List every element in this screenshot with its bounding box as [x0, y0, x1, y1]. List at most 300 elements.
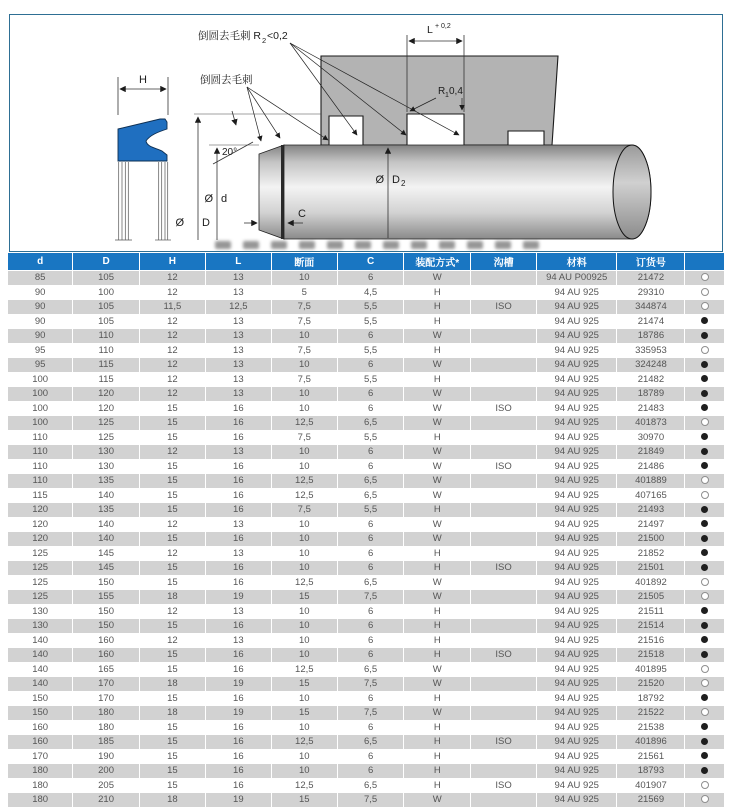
- table-cell: [471, 416, 537, 431]
- table-cell: 170: [8, 749, 73, 764]
- table-cell: 120: [8, 532, 73, 547]
- table-cell: 6,5: [337, 416, 404, 431]
- table-row: [8, 300, 725, 315]
- availability-cell: [685, 300, 725, 315]
- table-row: [8, 662, 725, 677]
- table-cell: 94 AU 925: [537, 459, 617, 474]
- dim-D2-label: D: [392, 174, 400, 186]
- table-cell: 16: [205, 416, 271, 431]
- table-cell: 185: [73, 735, 140, 750]
- table-row: [8, 343, 725, 358]
- table-cell: 15: [139, 459, 205, 474]
- table-cell: 21522: [617, 706, 685, 721]
- availability-cell: [685, 561, 725, 576]
- filled-dot-icon: [701, 564, 708, 571]
- table-cell: 6: [337, 604, 404, 619]
- table-cell: 135: [73, 474, 140, 489]
- shaft-chamfer: [259, 145, 284, 239]
- table-cell: 200: [73, 764, 140, 779]
- table-cell: W: [404, 459, 471, 474]
- table-cell: 6: [337, 633, 404, 648]
- table-cell: 125: [8, 546, 73, 561]
- table-cell: 7,5: [337, 706, 404, 721]
- availability-cell: [685, 662, 725, 677]
- table-cell: 94 AU P00925: [537, 271, 617, 286]
- table-cell: 5,5: [337, 343, 404, 358]
- table-cell: 110: [73, 343, 140, 358]
- table-cell: 12: [139, 271, 205, 286]
- table-cell: 140: [8, 648, 73, 663]
- table-cell: 94 AU 925: [537, 720, 617, 735]
- table-cell: 6: [337, 329, 404, 344]
- table-cell: 10: [271, 271, 337, 286]
- filled-dot-icon: [701, 375, 708, 382]
- availability-cell: [685, 604, 725, 619]
- table-cell: 6: [337, 387, 404, 402]
- table-cell: 160: [8, 735, 73, 750]
- table-cell: 6: [337, 561, 404, 576]
- table-cell: 19: [205, 793, 271, 808]
- table-row: [8, 764, 725, 779]
- table-cell: 110: [8, 474, 73, 489]
- table-cell: 94 AU 925: [537, 546, 617, 561]
- col-header-C: C: [337, 253, 404, 271]
- table-cell: 21483: [617, 401, 685, 416]
- table-cell: 401889: [617, 474, 685, 489]
- table-row: [8, 590, 725, 605]
- availability-cell: [685, 749, 725, 764]
- availability-cell: [685, 706, 725, 721]
- table-body: [8, 271, 725, 808]
- table-cell: 21493: [617, 503, 685, 518]
- table-cell: 12,5: [271, 575, 337, 590]
- table-cell: 6,5: [337, 778, 404, 793]
- table-cell: 6: [337, 459, 404, 474]
- table-row: [8, 735, 725, 750]
- table-cell: 7,5: [271, 430, 337, 445]
- table-cell: 6,5: [337, 735, 404, 750]
- table-cell: 180: [73, 706, 140, 721]
- table-row: [8, 474, 725, 489]
- table-cell: 6: [337, 271, 404, 286]
- callout-deburr-r2: 倒圆去毛刺 R: [198, 30, 261, 42]
- dim-L-label: L: [427, 24, 433, 36]
- table-cell: 90: [8, 300, 73, 315]
- table-cell: H: [404, 633, 471, 648]
- table-cell: 170: [73, 691, 140, 706]
- callout-deburr-r2-sub: 2: [262, 36, 267, 45]
- table-row: [8, 793, 725, 808]
- empty-dot-icon: [701, 708, 709, 716]
- table-cell: 12: [139, 604, 205, 619]
- shaft-end-face: [613, 145, 651, 239]
- table-cell: 10: [271, 517, 337, 532]
- availability-cell: [685, 358, 725, 373]
- table-cell: H: [404, 300, 471, 315]
- dim-D2-sub: 2: [401, 179, 406, 188]
- table-cell: 15: [139, 561, 205, 576]
- table-cell: 12: [139, 387, 205, 402]
- table-cell: H: [404, 764, 471, 779]
- table-cell: 10: [271, 764, 337, 779]
- availability-cell: [685, 271, 725, 286]
- table-cell: 18: [139, 677, 205, 692]
- filled-dot-icon: [701, 317, 708, 324]
- table-cell: 6: [337, 648, 404, 663]
- filled-dot-icon: [701, 520, 708, 527]
- table-cell: 7,5: [271, 300, 337, 315]
- table-cell: [471, 488, 537, 503]
- table-cell: 94 AU 925: [537, 372, 617, 387]
- table-cell: [471, 358, 537, 373]
- table-cell: W: [404, 488, 471, 503]
- table-cell: 16: [205, 648, 271, 663]
- table-cell: W: [404, 532, 471, 547]
- table-cell: 145: [73, 546, 140, 561]
- table-cell: 21501: [617, 561, 685, 576]
- table-cell: 13: [205, 517, 271, 532]
- table-cell: 16: [205, 720, 271, 735]
- table-cell: 13: [205, 314, 271, 329]
- table-cell: [471, 662, 537, 677]
- table-cell: [471, 633, 537, 648]
- table-cell: 6: [337, 401, 404, 416]
- availability-cell: [685, 445, 725, 460]
- table-cell: 21472: [617, 271, 685, 286]
- table-cell: [471, 271, 537, 286]
- table-cell: 155: [73, 590, 140, 605]
- table-cell: 21569: [617, 793, 685, 808]
- table-cell: 150: [8, 691, 73, 706]
- availability-cell: [685, 401, 725, 416]
- table-row: [8, 445, 725, 460]
- table-cell: 94 AU 925: [537, 430, 617, 445]
- table-cell: 6: [337, 546, 404, 561]
- table-cell: 94 AU 925: [537, 691, 617, 706]
- dim-h-label: H: [139, 74, 147, 86]
- table-cell: 10: [271, 561, 337, 576]
- table-row: [8, 401, 725, 416]
- filled-dot-icon: [701, 622, 708, 629]
- table-cell: 120: [73, 387, 140, 402]
- table-cell: 12: [139, 343, 205, 358]
- table-cell: 15: [271, 590, 337, 605]
- table-cell: 15: [139, 416, 205, 431]
- empty-dot-icon: [701, 273, 709, 281]
- empty-dot-icon: [701, 491, 709, 499]
- table-cell: 94 AU 925: [537, 532, 617, 547]
- table-cell: [471, 546, 537, 561]
- table-cell: 160: [73, 648, 140, 663]
- table-cell: 180: [8, 778, 73, 793]
- table-cell: 6: [337, 532, 404, 547]
- table-cell: 21511: [617, 604, 685, 619]
- table-row: [8, 372, 725, 387]
- filled-dot-icon: [701, 694, 708, 701]
- table-cell: 94 AU 925: [537, 633, 617, 648]
- seal-body-lines: [115, 162, 171, 240]
- table-row: [8, 633, 725, 648]
- table-cell: 95: [8, 358, 73, 373]
- table-cell: ISO: [471, 459, 537, 474]
- table-cell: 150: [73, 619, 140, 634]
- table-cell: 7,5: [271, 314, 337, 329]
- empty-dot-icon: [701, 302, 709, 310]
- table-cell: 100: [8, 387, 73, 402]
- availability-cell: [685, 372, 725, 387]
- table-cell: 94 AU 925: [537, 619, 617, 634]
- table-cell: 10: [271, 358, 337, 373]
- table-row: [8, 488, 725, 503]
- empty-dot-icon: [701, 288, 709, 296]
- table-cell: 21505: [617, 590, 685, 605]
- table-cell: H: [404, 691, 471, 706]
- table-cell: 94 AU 925: [537, 735, 617, 750]
- table-cell: 12,5: [271, 662, 337, 677]
- table-cell: [471, 764, 537, 779]
- table-row: [8, 314, 725, 329]
- table-cell: 150: [73, 575, 140, 590]
- table-cell: 12: [139, 445, 205, 460]
- filled-dot-icon: [701, 361, 708, 368]
- table-row: [8, 416, 725, 431]
- col-header-H: H: [139, 253, 205, 271]
- table-cell: 15: [139, 749, 205, 764]
- table-cell: 4,5: [337, 285, 404, 300]
- table-cell: 10: [271, 720, 337, 735]
- table-cell: 90: [8, 285, 73, 300]
- availability-cell: [685, 503, 725, 518]
- table-cell: H: [404, 735, 471, 750]
- table-cell: 165: [73, 662, 140, 677]
- table-cell: 94 AU 925: [537, 488, 617, 503]
- table-cell: 10: [271, 546, 337, 561]
- table-cell: 12: [139, 358, 205, 373]
- table-cell: H: [404, 546, 471, 561]
- table-cell: 15: [139, 575, 205, 590]
- table-cell: [471, 387, 537, 402]
- table-cell: 11,5: [139, 300, 205, 315]
- empty-dot-icon: [701, 476, 709, 484]
- table-cell: 110: [73, 329, 140, 344]
- table-cell: 94 AU 925: [537, 300, 617, 315]
- table-row: [8, 677, 725, 692]
- table-cell: 110: [8, 445, 73, 460]
- col-header-groove: 沟槽: [471, 253, 537, 271]
- table-cell: 21500: [617, 532, 685, 547]
- table-row: [8, 285, 725, 300]
- table-cell: 407165: [617, 488, 685, 503]
- table-cell: 344874: [617, 300, 685, 315]
- table-cell: 95: [8, 343, 73, 358]
- table-cell: 7,5: [271, 372, 337, 387]
- table-cell: W: [404, 706, 471, 721]
- ref-lines: [194, 114, 321, 145]
- filled-dot-icon: [701, 752, 708, 759]
- table-cell: 94 AU 925: [537, 343, 617, 358]
- table-cell: 13: [205, 358, 271, 373]
- table-row: [8, 517, 725, 532]
- table-cell: 140: [73, 488, 140, 503]
- table-cell: 21849: [617, 445, 685, 460]
- table-cell: 16: [205, 459, 271, 474]
- table-cell: [471, 691, 537, 706]
- table-cell: 110: [8, 430, 73, 445]
- technical-drawing-panel: [9, 14, 723, 252]
- availability-cell: [685, 474, 725, 489]
- dim-D2-prefix: Ø: [375, 174, 384, 186]
- table-cell: 13: [205, 285, 271, 300]
- table-cell: 94 AU 925: [537, 314, 617, 329]
- table-cell: 401873: [617, 416, 685, 431]
- table-cell: [471, 372, 537, 387]
- table-cell: 21497: [617, 517, 685, 532]
- table-cell: [471, 329, 537, 344]
- table-cell: 160: [8, 720, 73, 735]
- table-cell: 5,5: [337, 300, 404, 315]
- watermark-strip: [215, 241, 539, 249]
- availability-cell: [685, 546, 725, 561]
- availability-cell: [685, 648, 725, 663]
- table-cell: 15: [139, 648, 205, 663]
- table-cell: 21474: [617, 314, 685, 329]
- table-cell: 170: [73, 677, 140, 692]
- availability-cell: [685, 677, 725, 692]
- table-cell: 18792: [617, 691, 685, 706]
- table-cell: 100: [8, 416, 73, 431]
- table-cell: 15: [139, 474, 205, 489]
- filled-dot-icon: [701, 506, 708, 513]
- table-cell: 94 AU 925: [537, 778, 617, 793]
- table-cell: 15: [139, 619, 205, 634]
- table-cell: H: [404, 372, 471, 387]
- table-cell: 94 AU 925: [537, 285, 617, 300]
- table-row: [8, 329, 725, 344]
- table-cell: 10: [271, 691, 337, 706]
- callout-deburr-r2-suffix: <0,2: [267, 30, 288, 42]
- table-row: [8, 430, 725, 445]
- table-cell: 150: [8, 706, 73, 721]
- table-cell: 21518: [617, 648, 685, 663]
- table-cell: 94 AU 925: [537, 677, 617, 692]
- table-cell: 130: [73, 459, 140, 474]
- table-cell: 13: [205, 445, 271, 460]
- table-cell: 15: [271, 793, 337, 808]
- table-cell: 120: [8, 503, 73, 518]
- availability-cell: [685, 720, 725, 735]
- table-cell: 15: [271, 706, 337, 721]
- table-row: [8, 387, 725, 402]
- table-cell: W: [404, 271, 471, 286]
- table-cell: W: [404, 590, 471, 605]
- table-cell: 12,5: [271, 416, 337, 431]
- table-cell: 94 AU 925: [537, 517, 617, 532]
- table-header: [8, 253, 725, 271]
- table-cell: 16: [205, 764, 271, 779]
- availability-cell: [685, 633, 725, 648]
- table-cell: 15: [139, 503, 205, 518]
- table-cell: 6: [337, 691, 404, 706]
- empty-dot-icon: [701, 592, 709, 600]
- table-cell: 15: [139, 532, 205, 547]
- table-cell: 94 AU 925: [537, 604, 617, 619]
- table-cell: 12: [139, 546, 205, 561]
- table-cell: 115: [73, 372, 140, 387]
- table-cell: 115: [73, 358, 140, 373]
- table-cell: W: [404, 416, 471, 431]
- table-cell: [471, 619, 537, 634]
- availability-cell: [685, 764, 725, 779]
- availability-cell: [685, 575, 725, 590]
- table-cell: 401907: [617, 778, 685, 793]
- table-cell: 94 AU 925: [537, 401, 617, 416]
- table-cell: 150: [73, 604, 140, 619]
- table-cell: H: [404, 503, 471, 518]
- table-cell: 15: [139, 778, 205, 793]
- table-cell: 85: [8, 271, 73, 286]
- seal-size-table: [7, 253, 725, 808]
- table-cell: [471, 604, 537, 619]
- table-cell: 16: [205, 532, 271, 547]
- table-cell: 18786: [617, 329, 685, 344]
- availability-cell: [685, 387, 725, 402]
- table-cell: 135: [73, 503, 140, 518]
- table-cell: [471, 445, 537, 460]
- table-row: [8, 459, 725, 474]
- table-cell: H: [404, 561, 471, 576]
- table-cell: 90: [8, 314, 73, 329]
- table-row: [8, 546, 725, 561]
- table-cell: 94 AU 925: [537, 416, 617, 431]
- table-cell: 21514: [617, 619, 685, 634]
- table-cell: 16: [205, 488, 271, 503]
- table-row: [8, 561, 725, 576]
- table-cell: 6,5: [337, 575, 404, 590]
- availability-cell: [685, 314, 725, 329]
- table-cell: 324248: [617, 358, 685, 373]
- table-cell: 18793: [617, 764, 685, 779]
- table-cell: 10: [271, 387, 337, 402]
- table-cell: 130: [8, 604, 73, 619]
- table-cell: 94 AU 925: [537, 793, 617, 808]
- table-cell: 16: [205, 749, 271, 764]
- table-cell: [471, 590, 537, 605]
- table-cell: 13: [205, 604, 271, 619]
- table-cell: 120: [8, 517, 73, 532]
- table-cell: ISO: [471, 401, 537, 416]
- table-cell: 401892: [617, 575, 685, 590]
- table-cell: ISO: [471, 300, 537, 315]
- table-cell: 6,5: [337, 662, 404, 677]
- dim-D-label: D: [202, 217, 210, 229]
- table-cell: [471, 749, 537, 764]
- table-cell: 10: [271, 604, 337, 619]
- table-cell: 30970: [617, 430, 685, 445]
- table-cell: 16: [205, 401, 271, 416]
- table-cell: 12: [139, 329, 205, 344]
- table-cell: 125: [8, 590, 73, 605]
- table-cell: 6: [337, 749, 404, 764]
- table-cell: 10: [271, 401, 337, 416]
- table-cell: 100: [73, 285, 140, 300]
- table-cell: 15: [139, 430, 205, 445]
- availability-cell: [685, 517, 725, 532]
- availability-cell: [685, 735, 725, 750]
- table-row: [8, 271, 725, 286]
- table-cell: 6: [337, 764, 404, 779]
- table-row: [8, 532, 725, 547]
- table-cell: 12,5: [271, 735, 337, 750]
